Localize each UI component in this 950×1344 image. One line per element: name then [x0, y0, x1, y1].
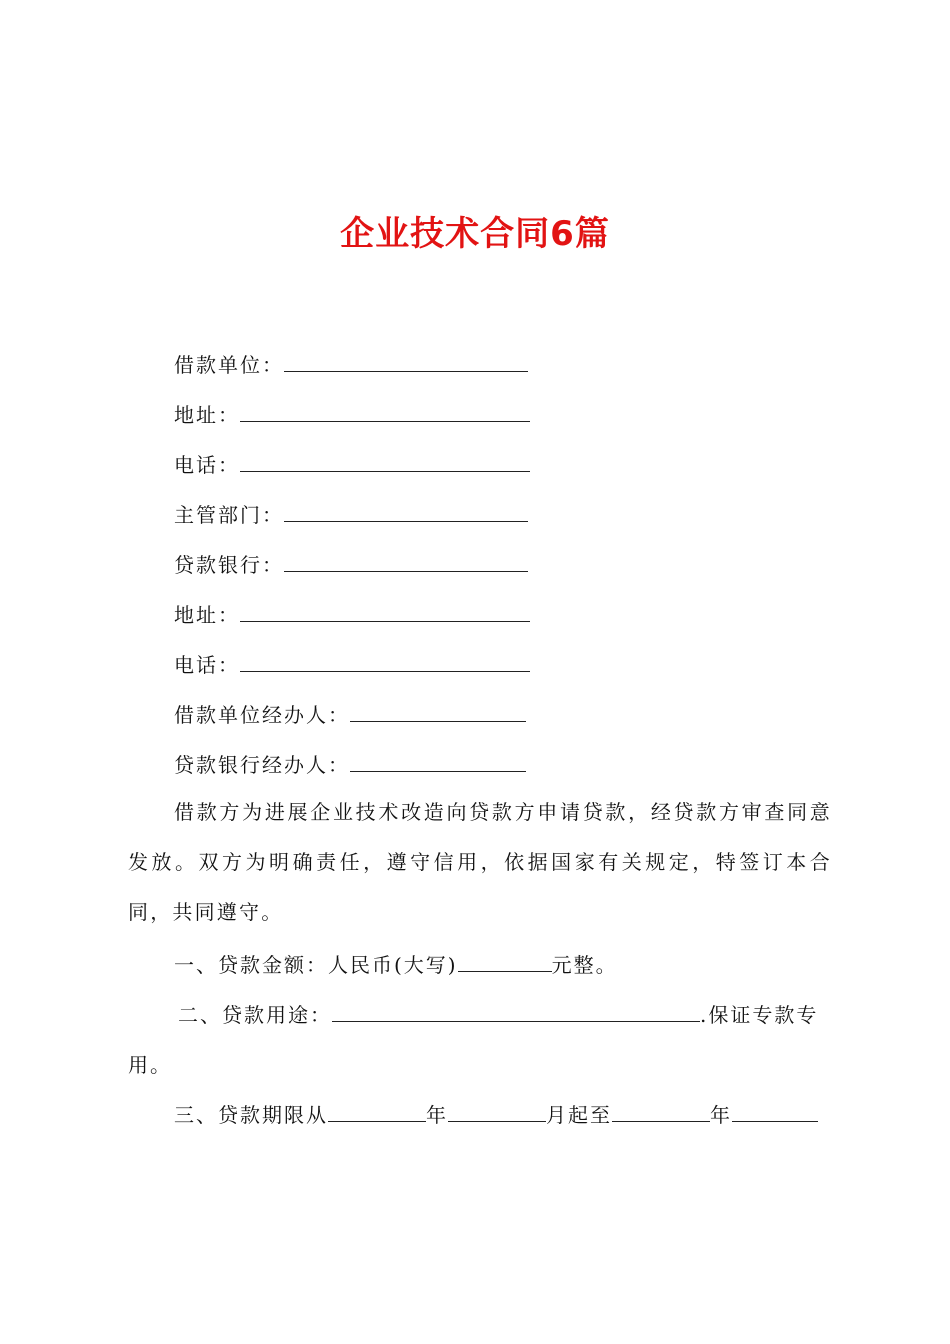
field-borrower-phone: [174, 452, 530, 478]
field-borrower-address: [174, 402, 530, 428]
blank-line: [458, 953, 552, 972]
clause-text: 年: [426, 1103, 448, 1127]
intro-paragraph: 借款方为进展企业技术改造向贷款方申请贷款，经贷款方审查同意发放。双方为明确责任，遵守信用，依据国家有关规定，特签订本合同，共同遵守。: [128, 800, 832, 924]
clause-text: 二、贷款用途：: [178, 1003, 332, 1027]
field-borrower-agent: [174, 702, 526, 728]
field-label: 借款单位经办人：: [174, 703, 350, 727]
field-label: 地址：: [174, 403, 240, 427]
field-label: 贷款银行经办人：: [174, 753, 350, 777]
clause-text: .保证专款专: [700, 1003, 819, 1027]
blank-line: [732, 1103, 818, 1122]
field-lending-bank: [174, 552, 528, 578]
field-supervising-dept: [174, 502, 528, 528]
field-borrower-unit: [174, 352, 528, 378]
blank-line: [284, 353, 528, 372]
field-label: 贷款银行：: [174, 553, 284, 577]
blank-line: [612, 1103, 710, 1122]
clause-text: 月起至: [546, 1103, 612, 1127]
clause-text: 三、贷款期限从: [174, 1103, 328, 1127]
blank-line: [240, 603, 530, 622]
clause-text: 年: [710, 1103, 732, 1127]
clause-text: 一、贷款金额：人民币(大写): [174, 953, 458, 977]
blank-line: [350, 753, 526, 772]
blank-line: [284, 553, 528, 572]
blank-line: [448, 1103, 546, 1122]
field-bank-address: [174, 602, 530, 628]
field-label: 电话：: [174, 653, 240, 677]
clause-loan-amount: [174, 952, 618, 978]
blank-line: [350, 703, 526, 722]
clause-loan-purpose: [178, 1002, 818, 1028]
blank-line: [328, 1103, 426, 1122]
clause-text: 元整。: [551, 953, 618, 977]
field-label: 电话：: [174, 453, 240, 477]
blank-line: [284, 503, 528, 522]
blank-line: [332, 1003, 700, 1022]
clause-loan-term: [174, 1102, 818, 1128]
field-label: 主管部门：: [174, 503, 284, 527]
blank-line: [240, 653, 530, 672]
field-bank-phone: [174, 652, 530, 678]
clause-loan-purpose-continuation: 用。: [128, 1053, 172, 1077]
blank-line: [240, 403, 530, 422]
document-title: 企业技术合同6篇: [340, 214, 610, 254]
field-label: 地址：: [174, 603, 240, 627]
field-bank-agent: [174, 752, 526, 778]
blank-line: [240, 453, 530, 472]
field-label: 借款单位：: [174, 353, 284, 377]
